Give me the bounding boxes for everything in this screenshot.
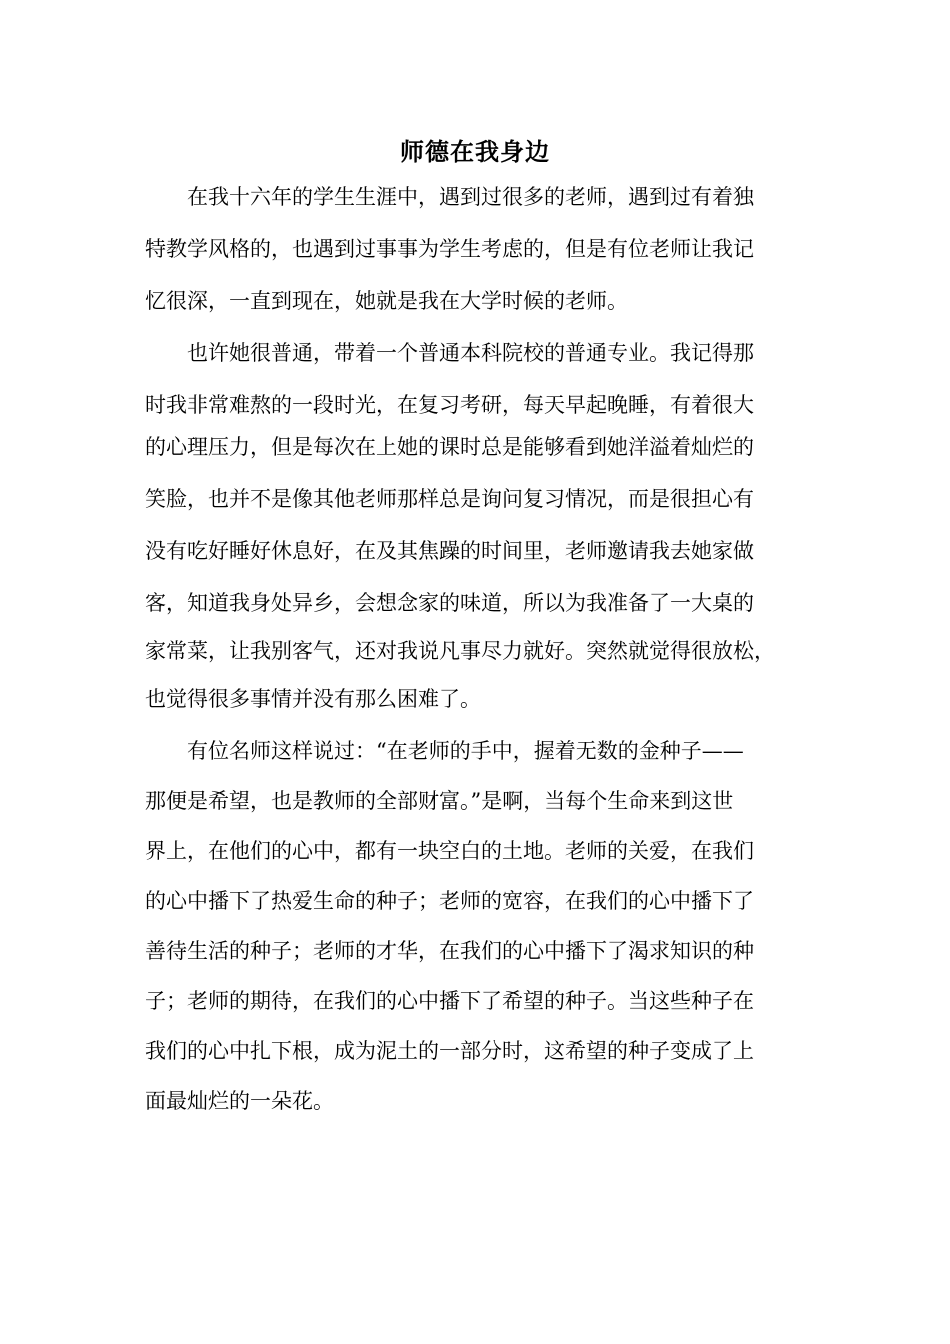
paragraph-1-line-2: 特教学风格的，也遇到过事事为学生考虑的，但是有位老师让我记 (145, 237, 754, 261)
paragraph-3-line-7: 我们的心中扎下根，成为泥土的一部分时，这希望的种子变成了上 (145, 1039, 754, 1063)
paragraph-2-line-8: 也觉得很多事情并没有那么困难了。 (145, 687, 481, 711)
paragraph-3-line-5: 善待生活的种子；老师的才华，在我们的心中播下了渴求知识的种 (145, 939, 754, 963)
paragraph-2-line-4: 笑脸，也并不是像其他老师那样总是询问复习情况，而是很担心有 (145, 487, 754, 511)
paragraph-3-line-6: 子；老师的期待，在我们的心中播下了希望的种子。当这些种子在 (145, 989, 754, 1013)
paragraph-2-line-6: 客，知道我身处异乡，会想念家的味道，所以为我准备了一大桌的 (145, 591, 754, 615)
paragraph-3-line-8: 面最灿烂的一朵花。 (145, 1089, 334, 1113)
paragraph-2-line-3: 的心理压力，但是每次在上她的课时总是能够看到她洋溢着灿烂的 (145, 435, 754, 459)
paragraph-3-line-4: 的心中播下了热爱生命的种子；老师的宽容，在我们的心中播下了 (145, 889, 754, 913)
paragraph-3-line-2: 那便是希望，也是教师的全部财富。”是啊，当每个生命来到这世 (145, 789, 734, 813)
paragraph-2-line-1: 也许她很普通，带着一个普通本科院校的普通专业。我记得那 (187, 341, 754, 365)
paragraph-2-line-2: 时我非常难熬的一段时光，在复习考研，每天早起晚睡，有着很大 (145, 393, 754, 417)
paragraph-2-line-7: 家常菜，让我别客气，还对我说凡事尽力就好。突然就觉得很放松， (145, 639, 775, 663)
document-title: 师德在我身边 (400, 137, 550, 166)
paragraph-1-line-1: 在我十六年的学生生涯中，遇到过很多的老师，遇到过有着独 (187, 185, 754, 209)
paragraph-2-line-5: 没有吃好睡好休息好，在及其焦躁的时间里，老师邀请我去她家做 (145, 539, 754, 563)
paragraph-1-line-3: 忆很深，一直到现在，她就是我在大学时候的老师。 (145, 289, 628, 313)
paragraph-3-line-3: 界上，在他们的心中，都有一块空白的土地。老师的关爱，在我们 (145, 839, 754, 863)
paragraph-3-line-1: 有位名师这样说过：“在老师的手中，握着无数的金种子—— (187, 739, 744, 763)
